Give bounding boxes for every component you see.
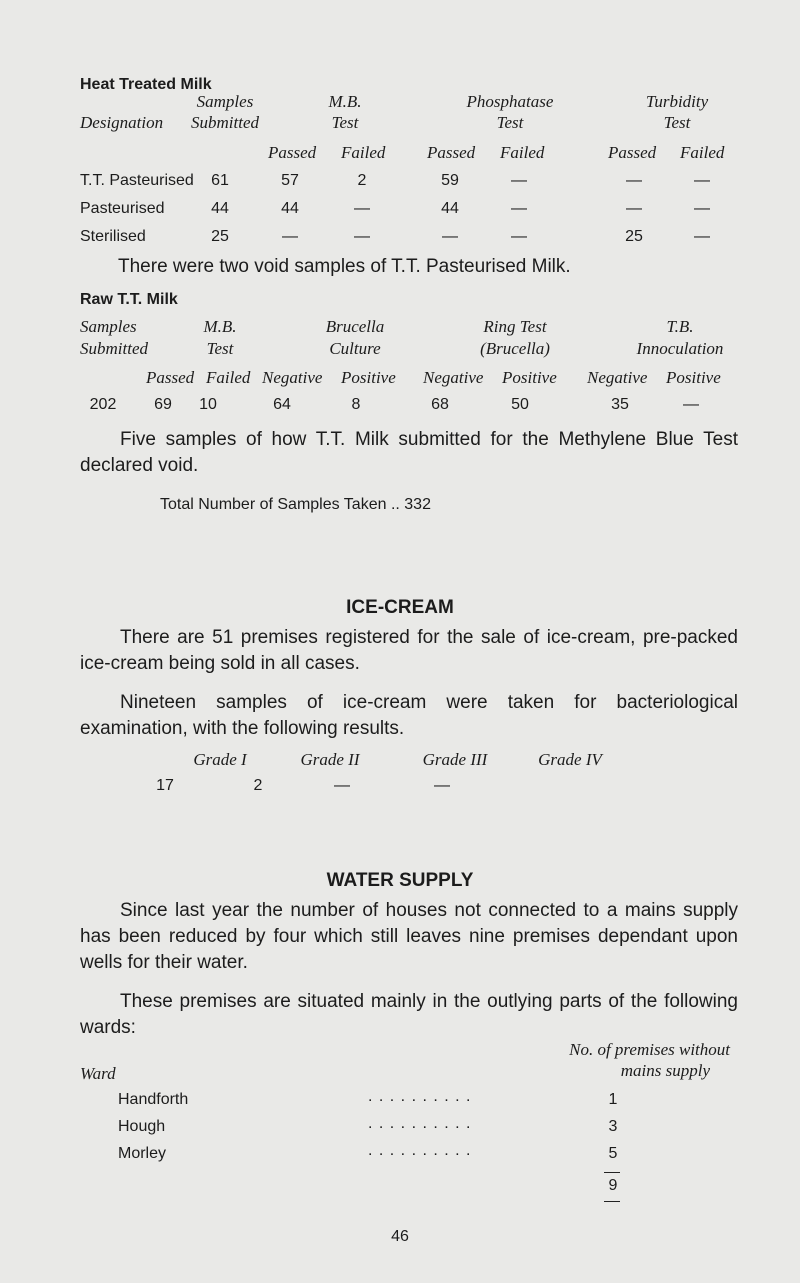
raw-milk-title: Raw T.T. Milk [80,291,178,308]
heat-row-ph-passed: 59 [441,172,459,189]
ward-leader-dots: . . . . . . . . . . [368,1142,472,1159]
water-para-2 [80,989,738,1041]
grade-1-value: 17 [156,777,174,794]
heat-row-tu-passed: — [626,200,642,217]
raw-total-line [160,496,431,514]
raw-row-bru-negative: 64 [273,396,291,413]
raw-header-samples-2: Submitted [80,339,148,358]
heat-row-mb-passed: — [282,228,298,245]
icecream-para-1 [80,625,738,677]
icecream-para-2-text: Nineteen samples of ice-cream were taken for bacteriological examination, with the following results. [80,692,738,739]
icecream-para-1-text: There are 51 premises registered for the sale of ice-cream, pre-packed ice-cream being sold in all cases. [80,627,738,674]
heat-mb-passed: Passed [268,143,317,162]
grade-2-label: Grade II [300,750,360,769]
heat-row-ph-passed: — [442,228,458,245]
heat-treated-title: Heat Treated Milk [80,76,212,93]
raw-total-value: 332 [404,496,431,513]
ward-name: Hough [118,1118,166,1135]
raw-row-mb-failed: 10 [199,396,217,413]
raw-header-mb-1: M.B. [203,317,237,336]
ward-total: 9 [608,1177,618,1194]
heat-row-name: T.T. Pasteurised [80,172,194,189]
water-header-ward: Ward [80,1064,116,1083]
page-number: 46 [391,1228,409,1245]
heat-row-name: Pasteurised [80,200,165,217]
heat-row-samples: 61 [211,172,229,189]
raw-header-tb-2: Innoculation [636,339,724,358]
water-heading: WATER SUPPLY [326,870,474,891]
heat-row-ph-failed: — [511,228,527,245]
heat-tu-failed: Failed [680,143,725,162]
raw-void-note-text: Five samples of how T.T. Milk submitted for the Methylene Blue Test declared void. [80,429,738,476]
heat-row-samples: 25 [211,228,229,245]
raw-bru-negative: Negative [262,368,323,387]
icecream-para-2 [80,690,738,742]
raw-row-tb-negative: 35 [611,396,629,413]
raw-header-brucella-1: Brucella [325,317,385,336]
heat-mb-failed: Failed [341,143,386,162]
heat-row-mb-failed: 2 [357,172,367,189]
raw-total-label: Total Number of Samples Taken [160,496,387,513]
grade-4-label: Grade IV [538,750,602,769]
heat-row-tu-failed: — [694,200,710,217]
heat-void-note: There were two void samples of T.T. Pasteurised Milk. [118,256,571,277]
raw-mb-passed: Passed [146,368,195,387]
heat-header-turb-1: Turbidity [645,92,709,111]
grade-3-label: Grade III [422,750,488,769]
raw-row-bru-positive: 8 [351,396,361,413]
heat-ph-failed: Failed [500,143,545,162]
heat-header-designation: Designation [80,113,164,132]
heat-row-tu-failed: — [694,228,710,245]
water-para-2-text: These premises are situated mainly in the outlying parts of the following wards: [80,991,738,1038]
raw-header-mb-2: Test [206,339,234,358]
heat-row-ph-failed: — [511,200,527,217]
raw-header-samples-1: Samples [80,317,137,336]
heat-row-name: Sterilised [80,228,146,245]
heat-header-samples-2: Submitted [191,113,259,132]
grade-3-value: — [334,777,350,794]
ward-leader-dots: . . . . . . . . . . [368,1088,472,1105]
total-rule-top [604,1172,620,1173]
raw-ring-positive: Positive [502,368,557,387]
raw-void-note [80,427,738,479]
raw-header-ring-1: Ring Test [483,317,547,336]
heat-row-mb-passed: 57 [281,172,299,189]
raw-tb-negative: Negative [587,368,648,387]
heat-header-phos-2: Test [496,113,524,132]
heat-row-mb-failed: — [354,228,370,245]
heat-header-mb-1: M.B. [328,92,362,111]
ward-name: Morley [118,1145,167,1162]
heat-header-samples-1: Samples [196,92,254,111]
heat-header-turb-2: Test [663,113,691,132]
ward-value: 5 [608,1145,618,1162]
grade-4-value: — [434,777,450,794]
raw-row-mb-passed: 69 [154,396,172,413]
heat-row-mb-failed: — [354,200,370,217]
icecream-heading: ICE-CREAM [346,597,454,618]
raw-row-tb-positive: — [683,396,699,413]
heat-row-ph-failed: — [511,172,527,189]
total-rule-bottom [604,1201,620,1202]
heat-ph-passed: Passed [427,143,476,162]
raw-header-brucella-2: Culture [329,339,381,358]
heat-header-mb-2: Test [331,113,359,132]
heat-row-tu-failed: — [694,172,710,189]
ward-value: 1 [608,1091,618,1108]
raw-ring-negative: Negative [423,368,484,387]
ward-name: Handforth [118,1091,189,1108]
heat-header-phos-1: Phosphatase [466,92,554,111]
heat-row-tu-passed: 25 [625,228,643,245]
heat-row-tu-passed: — [626,172,642,189]
grade-1-label: Grade I [193,750,247,769]
water-header-no-1: No. of premises without [569,1040,730,1059]
ward-leader-dots: . . . . . . . . . . [368,1115,472,1132]
raw-total-dots: .. [390,496,400,513]
raw-bru-positive: Positive [341,368,396,387]
raw-row-ring-negative: 68 [431,396,449,413]
grade-2-value: 2 [253,777,263,794]
water-para-1-text: Since last year the number of houses not connected to a mains supply has been reduced by four which still leaves nine premises dependant upon wells for their water. [80,900,738,973]
raw-header-tb-1: T.B. [666,317,694,336]
heat-row-mb-passed: 44 [281,200,299,217]
raw-mb-failed: Failed [206,368,251,387]
raw-row-samples: 202 [89,396,117,413]
water-para-1 [80,898,738,976]
heat-row-samples: 44 [211,200,229,217]
heat-row-ph-passed: 44 [441,200,459,217]
raw-tb-positive: Positive [666,368,721,387]
ward-value: 3 [608,1118,618,1135]
raw-header-ring-2: (Brucella) [480,339,550,358]
raw-row-ring-positive: 50 [511,396,529,413]
heat-tu-passed: Passed [608,143,657,162]
water-header-no-2: mains supply [620,1061,710,1080]
